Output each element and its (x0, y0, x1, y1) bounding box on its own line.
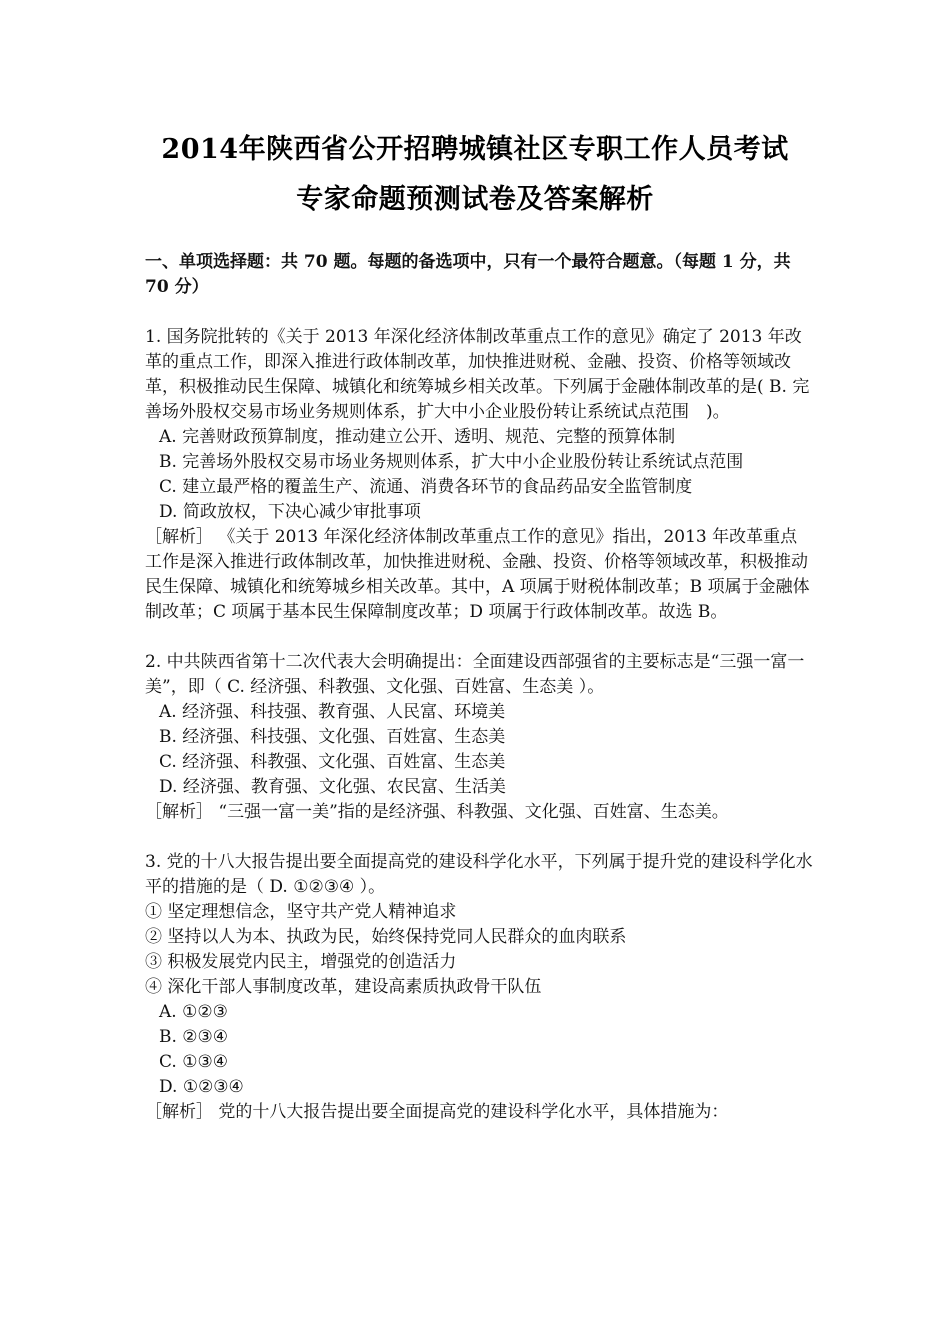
title-line-1: 2014年陕西省公开招聘城镇社区专职工作人员考试 (161, 134, 789, 165)
option-c: C. 建立最严格的覆盖生产、流通、消费各环节的食品药品安全监管制度 (159, 477, 693, 497)
document-title (0, 125, 950, 225)
option-b: B. 完善场外股权交易市场业务规则体系，扩大中小企业股份转让系统试点范围 (159, 452, 744, 472)
statement-item-3: ③ 积极发展党内民主，增强党的创造活力 (145, 952, 457, 972)
question-stem: 1. 国务院批转的《关于 2013 年深化经济体制改革重点工作的意见》确定了 2013 年改革的重点工作，即深入推进行政体制改革，加快推进财税、金融、投资、价格等领域改革，积极推动民生保障、城镇化和统筹城乡相关改革。下列属于金融体制改革的是( B. 完善场外股权交易市场业务规则体系，扩大中小企业股份转让系统试点范围 )。 (145, 327, 810, 422)
option-b: B. 经济强、科技强、文化强、百姓富、生态美 (159, 727, 506, 747)
option-d: D. 经济强、教育强、文化强、农民富、生活美 (159, 777, 506, 797)
section-header: 一、单项选择题：共 70 题。每题的备选项中，只有一个最符合题意。（每题 1 分，共 70 分） (145, 252, 791, 297)
option-a: A. 经济强、科技强、教育强、人民富、环境美 (159, 702, 506, 722)
question-stem: 3. 党的十八大报告提出要全面提高党的建设科学化水平，下列属于提升党的建设科学化水平的措施的是（ D. ①②③④ ）。 (145, 852, 813, 897)
question-stem: 2. 中共陕西省第十二次代表大会明确提出：全面建设西部强省的主要标志是“三强一富一美”，即（ C. 经济强、科教强、文化强、百姓富、生态美 ）。 (145, 652, 805, 697)
option-d: D. ①②③④ (159, 1077, 244, 1097)
option-a: A. ①②③ (159, 1002, 228, 1022)
option-c: C. ①③④ (159, 1052, 228, 1072)
statement-item-4: ④ 深化干部人事制度改革，建设高素质执政骨干队伍 (145, 977, 542, 997)
question-1 (145, 325, 813, 625)
analysis-text: ［解析］ 《关于 2013 年深化经济体制改革重点工作的意见》指出，2013 年改革重点工作是深入推进行政体制改革，加快推进财税、金融、投资、价格等领域改革，积极推动民生保障、城镇化和统筹城乡相关改革。其中，A 项属于财税体制改革；B 项属于金融体制改革；C 项属于基本民生保障制度改革；D 项属于行政体制改革。故选 B。 (145, 527, 810, 622)
analysis-text: ［解析］ 党的十八大报告提出要全面提高党的建设科学化水平，具体措施为： (145, 1102, 729, 1122)
document-body (145, 250, 813, 1150)
title-line-2: 专家命题预测试卷及答案解析 (296, 184, 654, 215)
option-c: C. 经济强、科教强、文化强、百姓富、生态美 (159, 752, 506, 772)
option-b: B. ②③④ (159, 1027, 229, 1047)
option-a: A. 完善财政预算制度，推动建立公开、透明、规范、完整的预算体制 (159, 427, 676, 447)
analysis-text: ［解析］ “三强一富一美”指的是经济强、科教强、文化强、百姓富、生态美。 (145, 802, 729, 822)
question-3 (145, 850, 813, 1125)
statement-item-2: ② 坚持以人为本、执政为民，始终保持党同人民群众的血肉联系 (145, 927, 627, 947)
statement-item-1: ① 坚定理想信念，坚守共产党人精神追求 (145, 902, 457, 922)
question-2 (145, 650, 813, 825)
option-d: D. 简政放权，下决心减少审批事项 (159, 502, 421, 522)
